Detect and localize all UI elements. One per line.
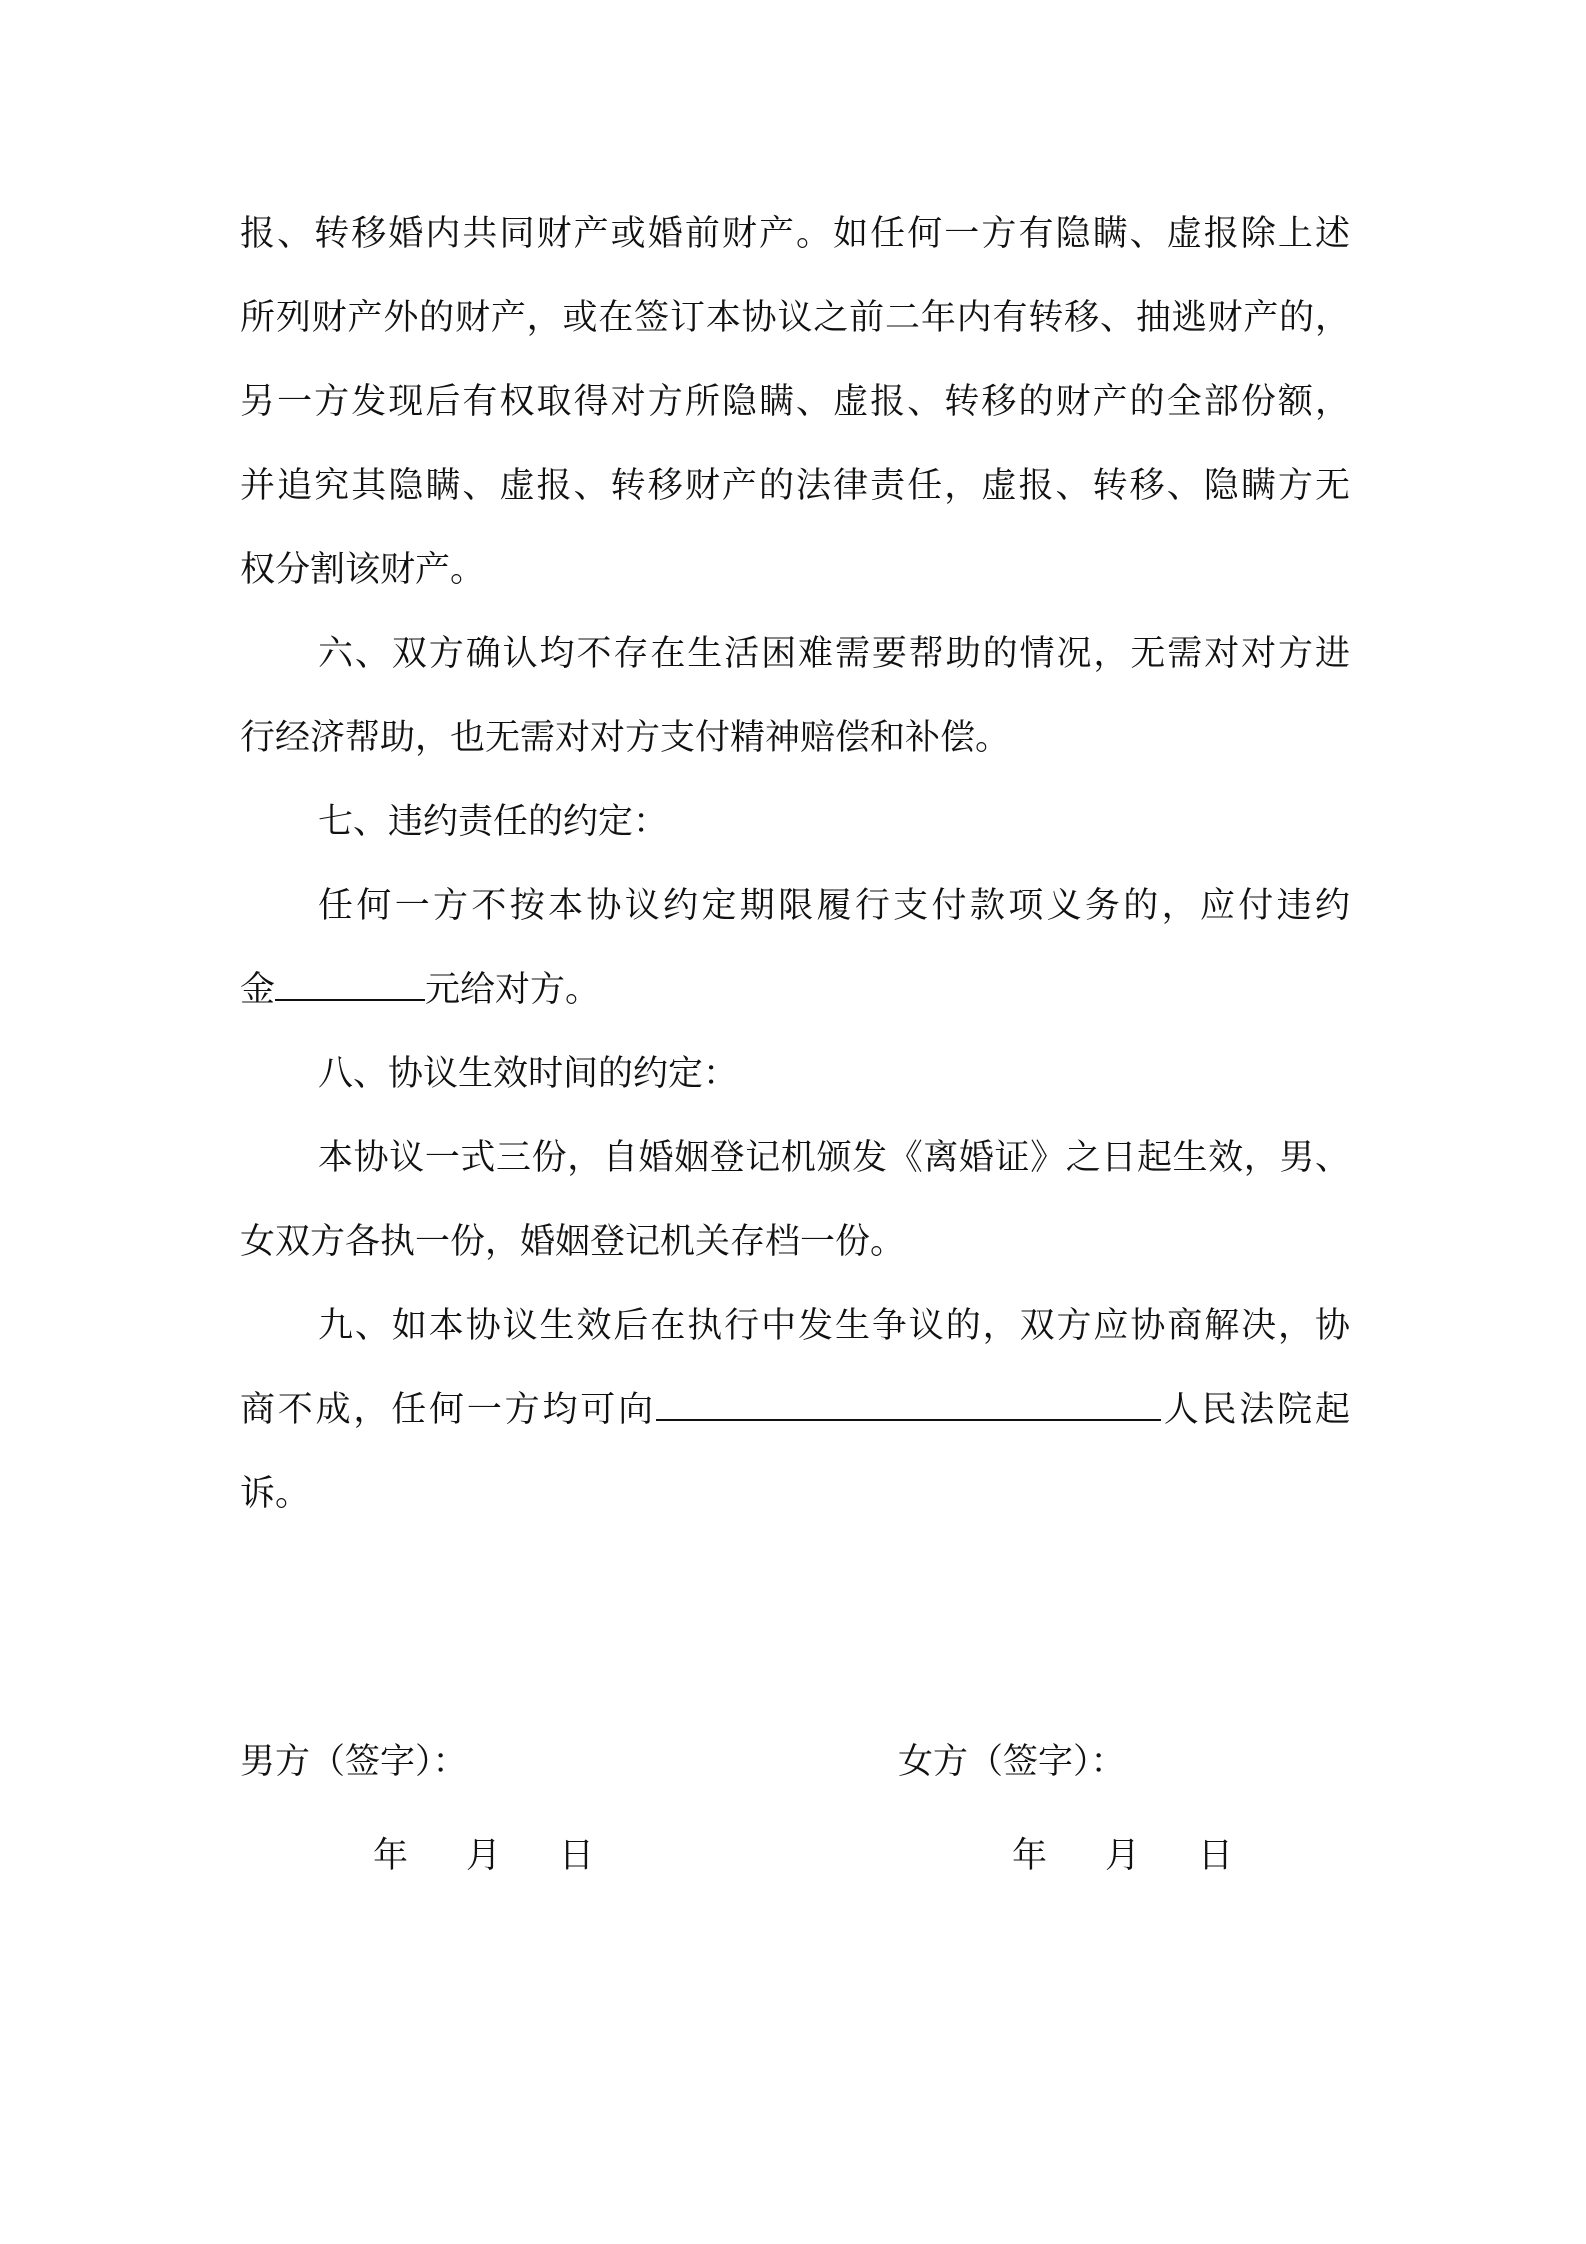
text-line: 并追究其隐瞒、虚报、转移财产的法律责任，虚报、转移、隐瞒方无 [240, 466, 1350, 506]
penalty-suffix: 元给对方。 [425, 970, 601, 1010]
clause-eight-line: 本协议一式三份，自婚姻登记机颁发《离婚证》之日起生效，男、 [318, 1138, 1350, 1178]
male-signature-date [373, 1832, 594, 1880]
text-line: 另一方发现后有权取得对方所隐瞒、虚报、转移的财产的全部份额， [240, 382, 1350, 422]
clause-seven-heading: 七、违约责任的约定： [318, 802, 669, 842]
month-label: 月 [466, 1836, 502, 1876]
female-signature-date [1012, 1832, 1233, 1880]
agreement-body [240, 192, 1350, 1536]
clause-nine-tail: 诉。 [240, 1474, 311, 1514]
court-name-blank[interactable] [656, 1389, 1161, 1421]
court-prefix: 商不成，任何一方均可向 [240, 1390, 656, 1430]
clause-eight-heading: 八、协议生效时间的约定： [318, 1054, 739, 1094]
clause-seven-line: 任何一方不按本协议约定期限履行支付款项义务的，应付违约 [318, 886, 1350, 926]
clause-six-line: 行经济帮助，也无需对对方支付精神赔偿和补偿。 [240, 718, 1011, 758]
year-label: 年 [1012, 1836, 1048, 1876]
year-label: 年 [373, 1836, 409, 1876]
text-line: 权分割该财产。 [240, 550, 486, 590]
penalty-amount-blank[interactable] [275, 969, 425, 1001]
clause-six-line: 六、双方确认均不存在生活困难需要帮助的情况，无需对对方进 [318, 634, 1350, 674]
clause-nine-line: 九、如本协议生效后在执行中发生争议的，双方应协商解决，协 [318, 1306, 1350, 1346]
text-line: 报、转移婚内共同财产或婚前财产。如任何一方有隐瞒、虚报除上述 [240, 214, 1350, 254]
male-signature-label: 男方（签字）： [240, 1742, 468, 1782]
clause-eight-line: 女双方各执一份，婚姻登记机关存档一份。 [240, 1222, 906, 1262]
penalty-amount-line [240, 948, 1350, 1032]
day-label: 日 [1198, 1836, 1234, 1876]
text-line: 所列财产外的财产，或在签订本协议之前二年内有转移、抽逃财产的， [240, 298, 1350, 338]
court-suffix: 人民法院起 [1160, 1390, 1350, 1430]
day-label: 日 [559, 1836, 595, 1876]
female-signature-label: 女方（签字）： [898, 1742, 1126, 1782]
court-name-line [240, 1368, 1350, 1452]
month-label: 月 [1105, 1836, 1141, 1876]
penalty-prefix: 金 [240, 970, 276, 1010]
